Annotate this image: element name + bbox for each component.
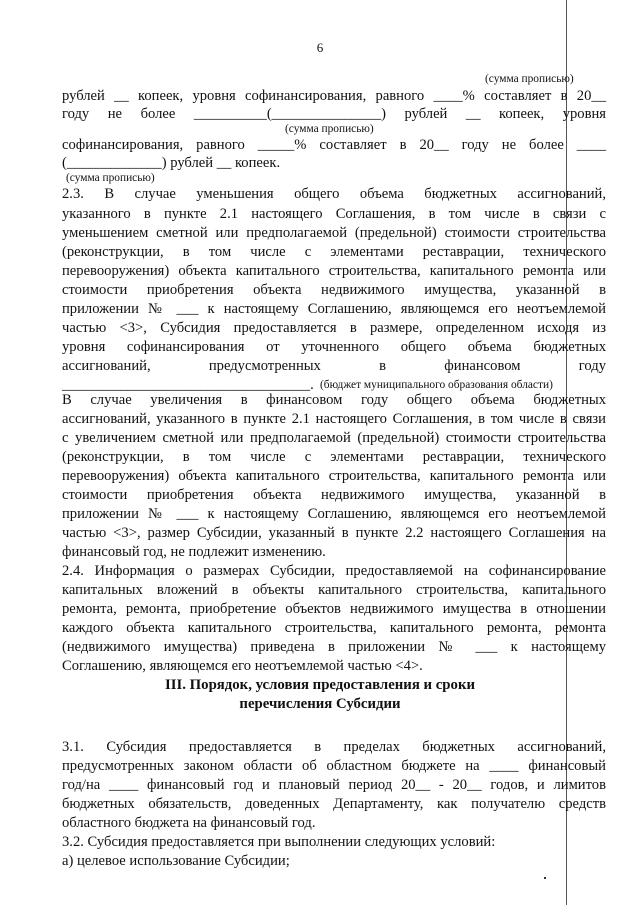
text-line: уменьшением сметной или предполагаемой (предельной) стоимости строительства [62, 225, 606, 241]
caption-line: (сумма прописью) [485, 73, 574, 85]
text-line: указанного в пункте 2.1 настоящего Соглашения, в том числе в связи с [62, 206, 606, 222]
text-line: областного бюджета на финансовый год. [62, 815, 316, 831]
scan-dot [544, 877, 546, 879]
caption-line: (сумма прописью) [66, 172, 155, 184]
text-line: приложении № ___ к настоящему Соглашению, являющемся его неотъемлемой [62, 301, 606, 317]
text-line: частью <3>, Субсидия предоставляется в размере, определенном исходя из [62, 320, 606, 336]
text-line: перевооружения) объекта капитального строительства, капитального ремонта или [62, 468, 606, 484]
text-line: (реконструкции, в том числе с элементами реставрации, технического [62, 449, 606, 465]
text-line: перевооружения) объекта капитального строительства, капитального ремонта или [62, 263, 606, 279]
text-line: предусмотренных законом области об областном бюджете на ____ финансовый [62, 758, 606, 774]
text-line: приложении № ___ к настоящему Соглашению, являющемся его неотъемлемой [62, 506, 606, 522]
text-line: 3.1. Субсидия предоставляется в пределах бюджетных ассигнований, [62, 739, 606, 755]
text-line: ассигнований, предусмотренных в финансовом году [62, 358, 606, 374]
text-line: год/на ____ финансовый год и плановый период 20__ - 20__ годов, и лимитов [62, 777, 606, 793]
text-line: 3.2. Субсидия предоставляется при выполнении следующих условий: [62, 834, 496, 850]
text-line: каждого объекта капитального строительства, капитального ремонта, ремонта [62, 620, 606, 636]
text-line: частью <3>, размер Субсидии, указанный в пункте 2.2 настоящего Соглашения на [62, 525, 606, 541]
text-line: __________________________________. [62, 377, 314, 393]
text-line: ассигнований, указанного в пункте 2.1 настоящего Соглашения, в том числе в связи [62, 411, 606, 427]
page-number: 6 [316, 40, 324, 55]
text-line: В случае увеличения в финансовом году общего объема бюджетных [62, 392, 606, 408]
text-line: с увеличением сметной или предполагаемой (предельной) стоимости строительства [62, 430, 606, 446]
text-line: Соглашению, являющемся его неотъемлемой частью <4>. [62, 658, 423, 674]
text-line: стоимости приобретения объекта недвижимого имущества, указанной в [62, 282, 606, 298]
text-line: (_____________) рублей __ копеек. [62, 155, 281, 171]
text-line: а) целевое использование Субсидии; [62, 853, 290, 869]
text-line: 2.4. Информация о размерах Субсидии, предоставляемой на софинансирование [62, 563, 606, 579]
caption-line: (сумма прописью) [285, 123, 374, 135]
text-line: году не более __________(_______________) рублей __ копеек, уровня [62, 106, 606, 122]
text-line: софинансирования, равного _____% составляет в 20__ году не более ____ [62, 137, 606, 153]
text-line: бюджетных обязательств, доведенных Департаменту, как получателю средств [62, 796, 606, 812]
section-heading: III. Порядок, условия предоставления и сроки [164, 677, 475, 693]
text-line: (реконструкции, в том числе с элементами реставрации, технического [62, 244, 606, 260]
section-heading-continuation: перечисления Субсидии [239, 696, 401, 712]
text-line: стоимости приобретения объекта недвижимого имущества, указанной в [62, 487, 606, 503]
text-line: капитальных вложений в объекты капитального строительства, капитального [62, 582, 606, 598]
text-line: уровня софинансирования от уточненного общего объема бюджетных [62, 339, 606, 355]
text-line: 2.3. В случае уменьшения общего объема бюджетных ассигнований, [62, 186, 606, 202]
text-line: ремонта, ремонта, приобретение объектов недвижимого имущества в отношении [62, 601, 606, 617]
caption-line: (бюджет муниципального образования области) [320, 379, 553, 391]
text-line: рублей __ копеек, уровня софинансирования, равного ____% составляет в 20__ [62, 88, 606, 104]
text-line: финансовый год, не подлежит изменению. [62, 544, 326, 560]
text-line: (недвижимого имущества) приведена в приложении № ___ к настоящему [62, 639, 606, 655]
